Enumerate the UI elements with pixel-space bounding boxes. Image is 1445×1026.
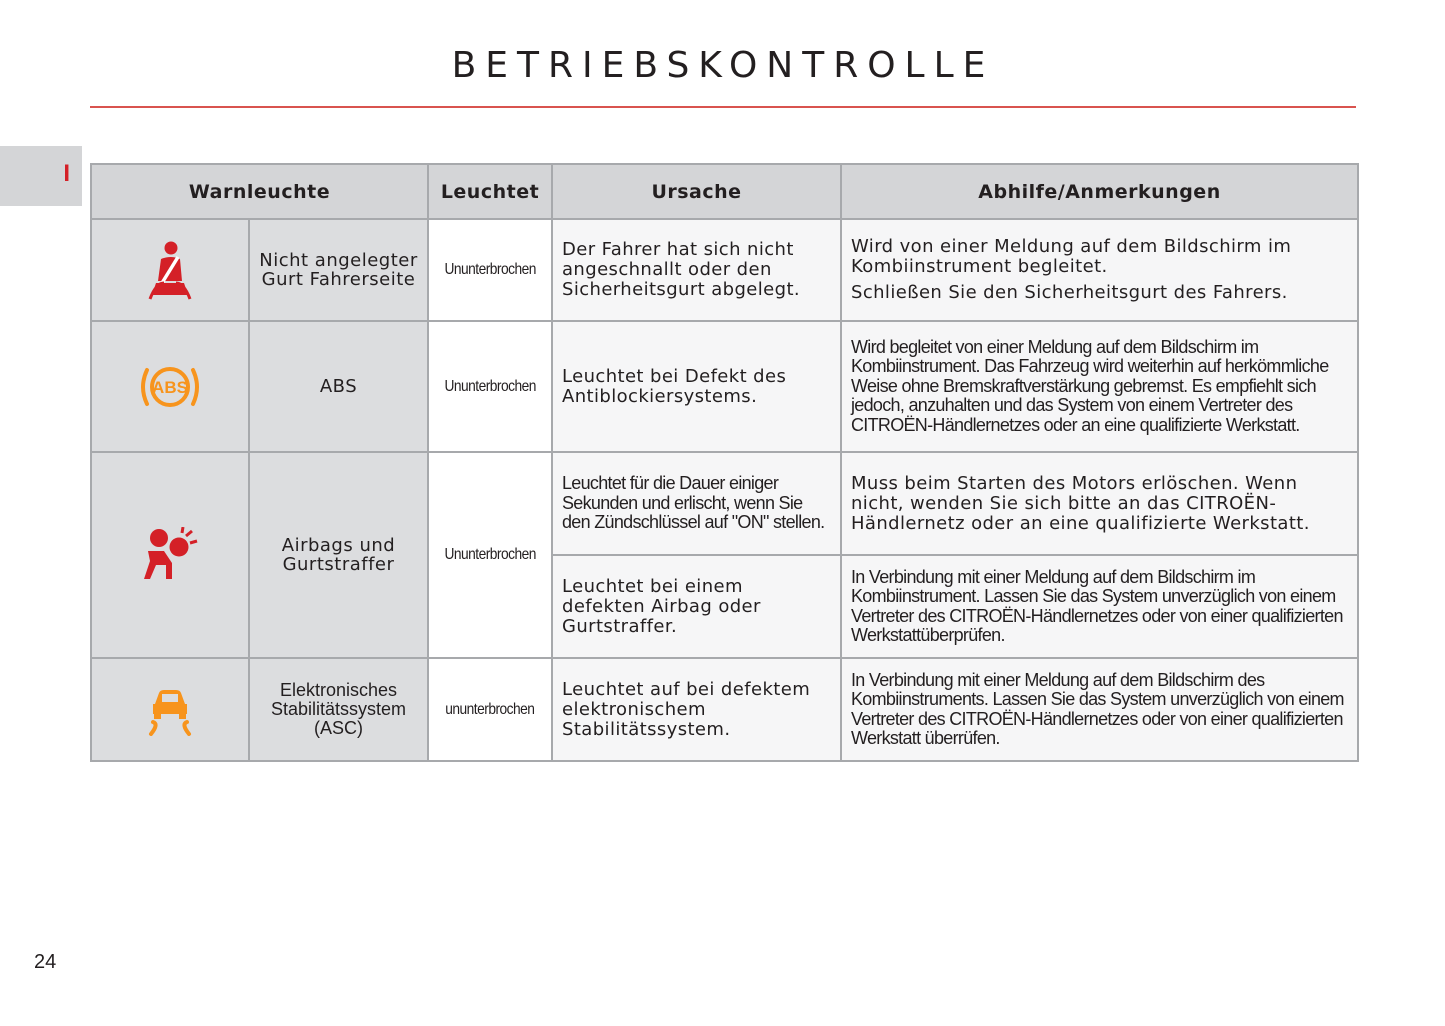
remedy-text: Wird von einer Meldung auf dem Bildschirm im Kombiinstrument begleitet.: [851, 236, 1292, 277]
table-row: [91, 321, 1358, 452]
abs-icon-label: ABS: [152, 377, 188, 397]
abs-icon: [137, 362, 203, 412]
status-text: Ununterbrochen: [444, 546, 536, 563]
icon-cell: [91, 658, 249, 761]
header-leuchtet: Leuchtet: [428, 164, 552, 219]
icon-cell: [91, 219, 249, 321]
cause-text: Leuchtet für die Dauer einiger Sekunden und erlischt, wenn Sie den Zündschlüssel auf "ON" stellen.: [562, 473, 825, 533]
page-title: BETRIEBSKONTROLLE: [451, 45, 995, 86]
table-row: [91, 658, 1358, 761]
warning-light-name: Airbags und Gurtstraffer: [249, 452, 428, 658]
remedy-text: In Verbindung mit einer Meldung auf dem Bildschirm im Kombiinstrument. Lassen Sie das System unverzüglich von einem Vertreter des CITROËN-Händlernetzes oder von einer qualifizierten Werkstattüberprüfen.: [851, 566, 1343, 645]
page-number: 24: [34, 951, 57, 973]
header-abhilfe: Abhilfe/Anmerkungen: [841, 164, 1358, 219]
cause-text: Der Fahrer hat sich nicht angeschnallt oder den Sicherheitsgurt abgelegt.: [562, 239, 801, 300]
cause-cell: [552, 219, 841, 321]
stability-control-icon: [145, 684, 195, 736]
warning-light-name: Elektronisches Stabilitätssystem (ASC): [249, 658, 428, 761]
remedy-text: Muss beim Starten des Motors erlöschen. Wenn nicht, wenden Sie sich bitte an das CITROËN-Händlernetz oder an eine qualifizierte Werkstatt.: [851, 472, 1310, 534]
header-ursache: Ursache: [552, 164, 841, 219]
cause-cell: [552, 452, 841, 555]
table-row: [91, 219, 1358, 321]
status-text: Ununterbrochen: [444, 377, 536, 395]
remedy-cell: [841, 452, 1358, 555]
title-divider: [90, 106, 1356, 108]
status-cell: [428, 658, 552, 761]
header-warnleuchte: Warnleuchte: [91, 164, 428, 219]
cause-cell: [552, 555, 841, 658]
airbag-icon: [142, 527, 198, 583]
icon-cell: [91, 321, 249, 452]
cause-text: Leuchtet bei Defekt des Antiblockiersystems.: [562, 365, 787, 407]
status-cell: [428, 219, 552, 321]
status-cell: [428, 452, 552, 658]
chapter-tab: [0, 146, 82, 206]
status-text: ununterbrochen: [445, 700, 535, 718]
warning-light-name: ABS: [249, 321, 428, 452]
seatbelt-icon: [144, 239, 196, 301]
cause-text: Leuchtet bei einem defekten Airbag oder Gurtstraffer.: [562, 575, 761, 637]
remedy-text: Wird begleitet von einer Meldung auf dem Bildschirm im Kombiinstrument. Das Fahrzeug wird weiterhin auf herkömmliche Weise ohne Bremskraftverstärkung gebremst. Es empfiehlt sich jedoch, anzuhalten und das System von einem Vertreter des CITROËN-Händlernetzes oder an eine qualifizierte Werkstatt.: [851, 336, 1329, 435]
remedy-cell: [841, 555, 1358, 658]
cause-text: Leuchtet auf bei defektem elektronischem Stabilitätssystem.: [562, 678, 811, 740]
warning-light-name: Nicht angelegter Gurt Fahrerseite: [249, 219, 428, 321]
remedy-text: Schließen Sie den Sicherheitsgurt des Fahrers.: [851, 282, 1288, 303]
chapter-marker: I: [63, 160, 70, 187]
remedy-cell: [841, 321, 1358, 452]
warning-lights-table: [90, 163, 1359, 762]
remedy-cell: [841, 658, 1358, 761]
icon-cell: [91, 452, 249, 658]
remedy-text: In Verbindung mit einer Meldung auf dem Bildschirm des Kombiinstruments. Lassen Sie das System unverzüglich von einem Vertreter des CITROËN-Händlernetzes oder von einer qualifizierten Werkstatt überrüfen.: [851, 669, 1344, 748]
table-row: [91, 452, 1358, 555]
table-header-row: [91, 164, 1358, 219]
cause-cell: [552, 321, 841, 452]
status-text: Ununterbrochen: [444, 261, 536, 278]
remedy-cell: [841, 219, 1358, 321]
status-cell: [428, 321, 552, 452]
cause-cell: [552, 658, 841, 761]
